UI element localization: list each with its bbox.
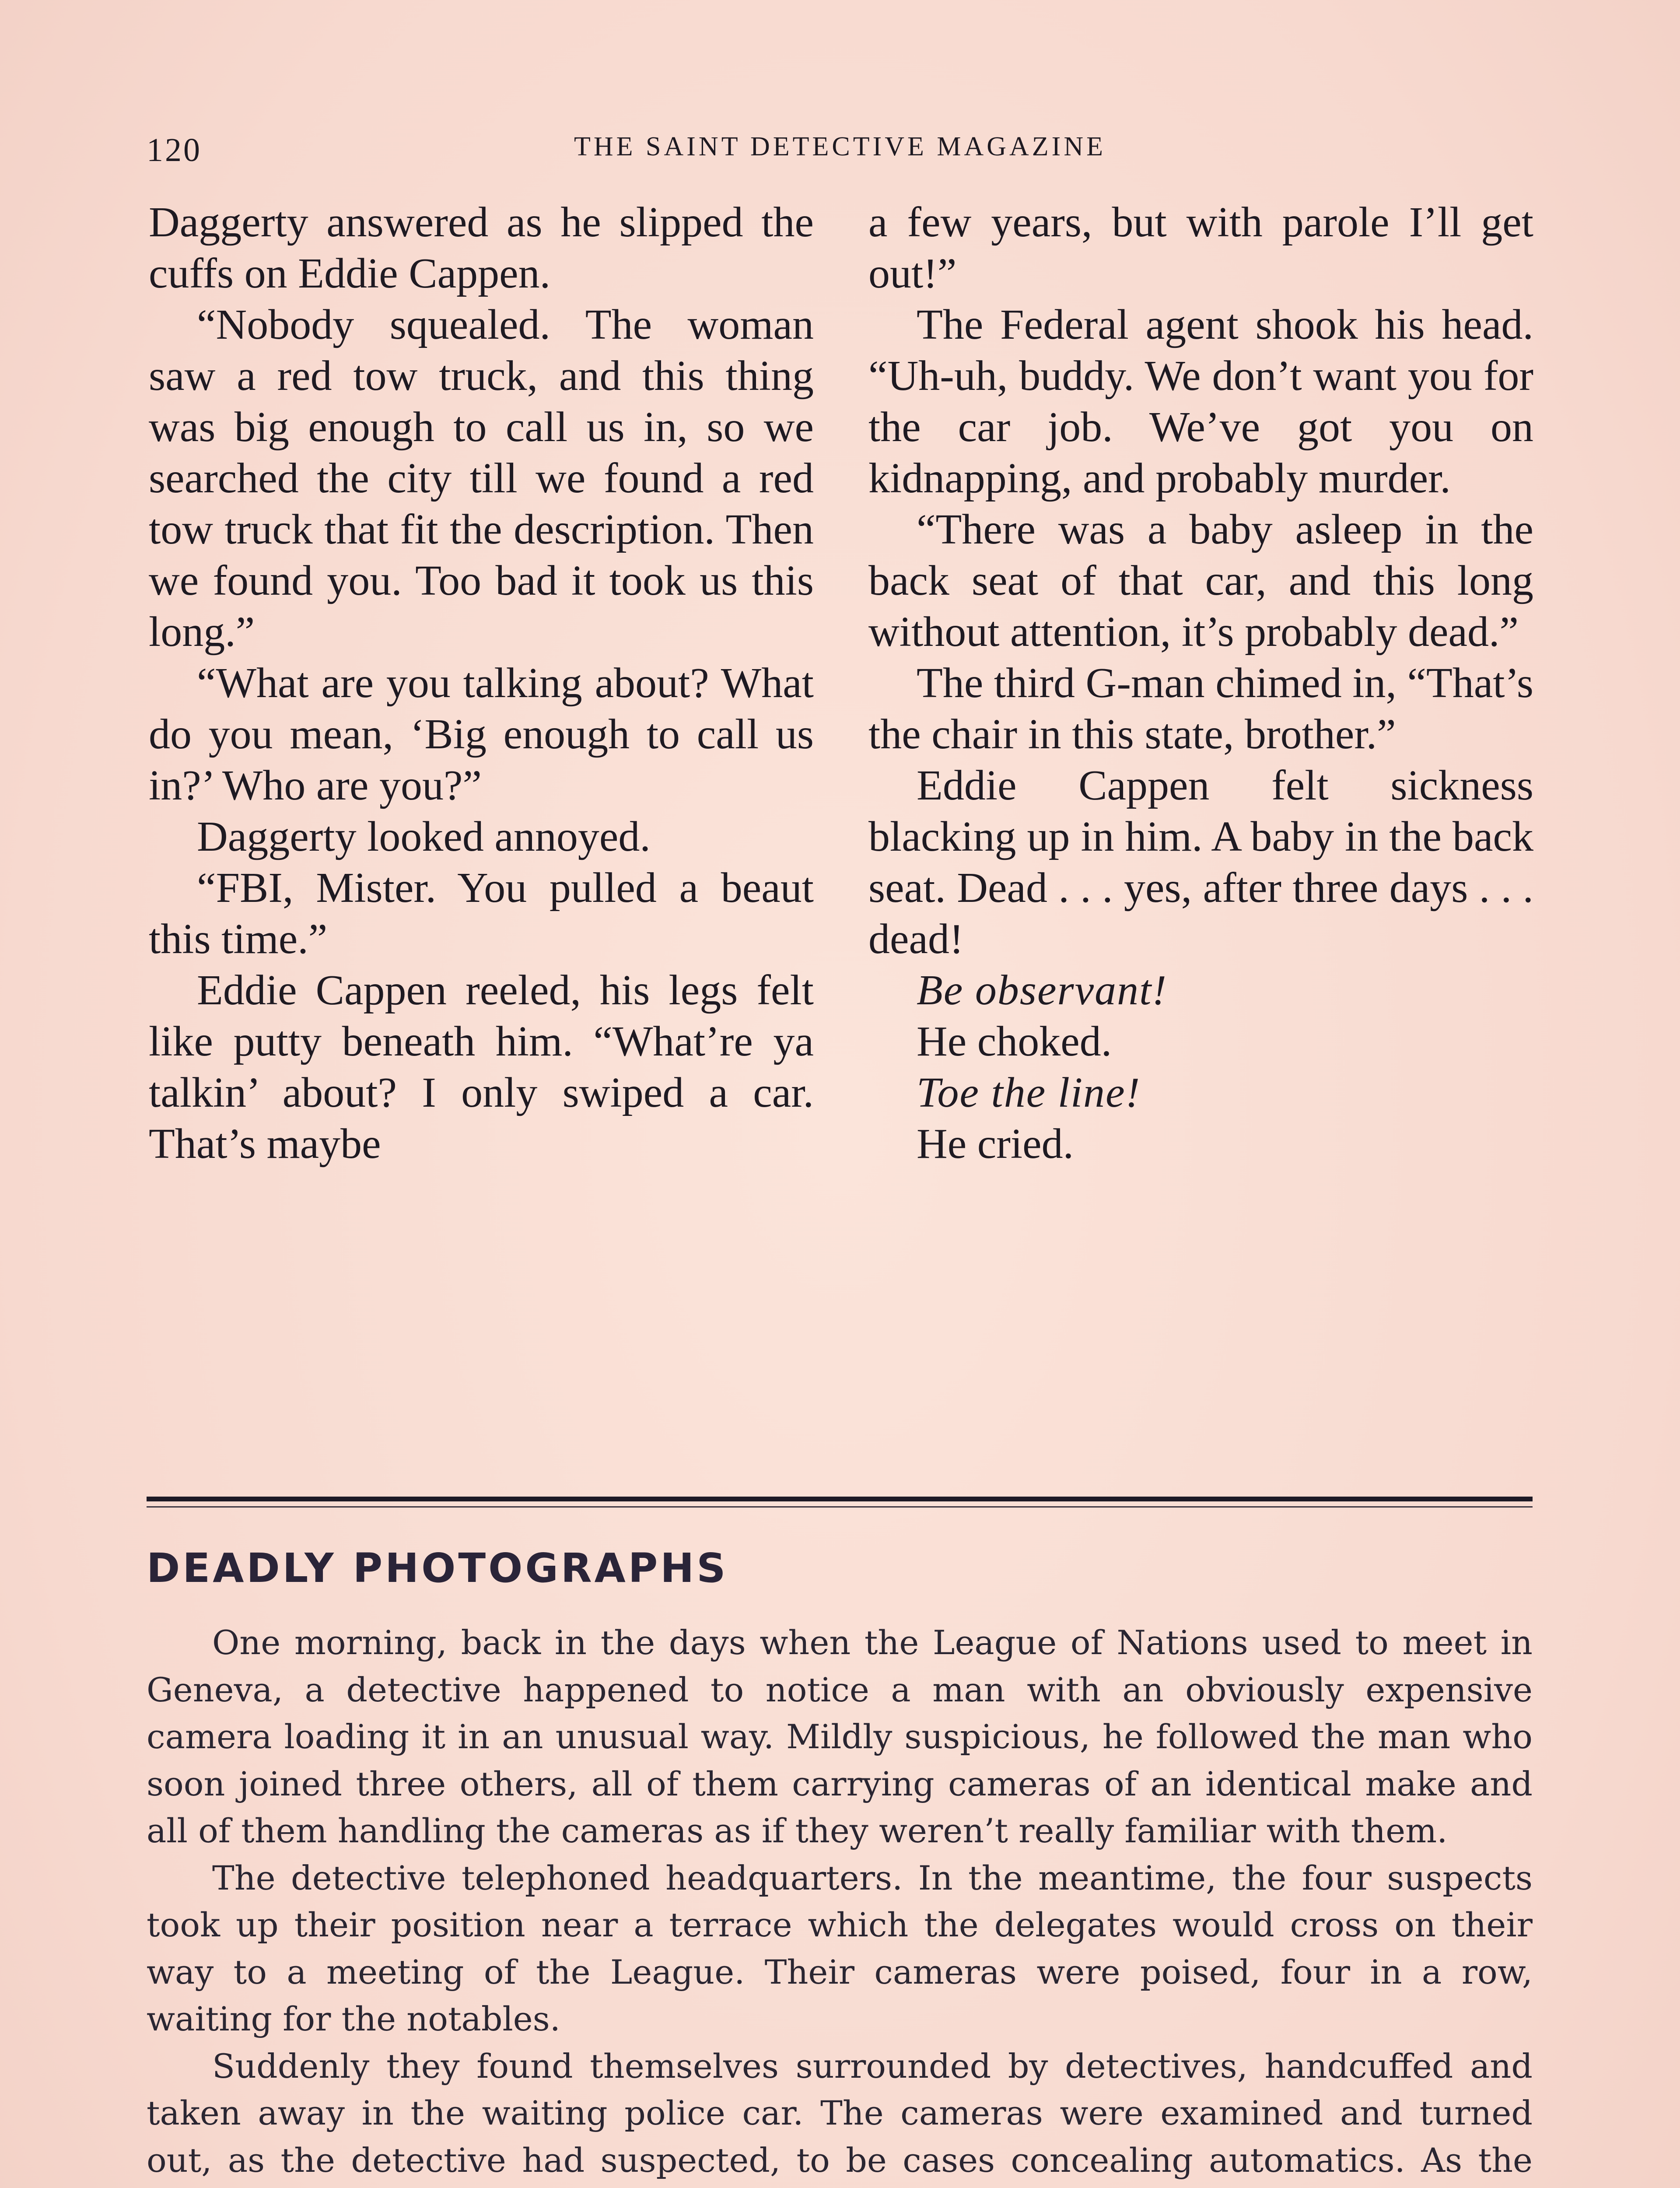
section-divider: [147, 1497, 1533, 1501]
story-paragraph: The Federal agent shook his head. “Uh-uh, buddy. We don’t want you for the car job. We’ve got you on kidnapping, and probably murder.: [868, 301, 1533, 502]
page-number: 120: [147, 132, 202, 168]
story-paragraph: Daggerty answered as he slipped the cuffs on Eddie Cappen.: [149, 199, 814, 297]
page-header: [147, 131, 1533, 179]
section-divider-thin: [147, 1506, 1533, 1508]
filler-paragraph: The detective telephoned headquarters. In the meantime, the four suspects took up their position near a terrace which the delegates would cross on their way to a meeting of the League. Their cameras were poised, four in a row, waiting for the notables.: [147, 1858, 1533, 2038]
story-italic-line: Be observant!: [917, 967, 1167, 1014]
story-left-column: [149, 197, 814, 1170]
story-paragraph: Daggerty looked annoyed.: [197, 813, 651, 860]
story-paragraph: “Nobody squealed. The woman saw a red tow truck, and this thing was big enough to call us in, so we searched the city till we found a red tow truck that fit the description. Then we found you. Too bad it took us this long.”: [149, 301, 814, 656]
story-paragraph: He cried.: [917, 1120, 1074, 1168]
running-title: THE SAINT DETECTIVE MAGAZINE: [574, 132, 1106, 161]
story-italic-line: Toe the line!: [917, 1069, 1141, 1116]
story-paragraph: a few years, but with parole I’ll get out!”: [868, 199, 1533, 297]
story-right-column: [868, 197, 1533, 1170]
story-paragraph: He choked.: [917, 1018, 1112, 1065]
story-paragraph: The third G-man chimed in, “That’s the chair in this state, brother.”: [868, 659, 1533, 758]
filler-heading: DEADLY PHOTOGRAPHS: [147, 1545, 728, 1592]
filler-paragraph: Suddenly they found themselves surrounded by detectives, handcuffed and taken away in the waiting police car. The cameras were examined and turned out, as the detective had suspected, to be cases concealing automatics. As the: [147, 2046, 1533, 2180]
filler-paragraph: One morning, back in the days when the League of Nations used to meet in Geneva, a detective happened to notice a man with an obviously expensive camera loading it in an unusual way. Mildly suspicious, he followed the man who soon joined three others, all of them carrying cameras of an identical make and all of them handling the cameras as if they weren’t really familiar with them.: [147, 1623, 1533, 1850]
story-paragraph: “What are you talking about? What do you mean, ‘Big enough to call us in?’ Who are you?”: [149, 659, 814, 809]
story-paragraph: Eddie Cappen felt sickness blacking up in him. A baby in the back seat. Dead . . . yes, after three days . . . dead!: [868, 762, 1533, 963]
filler-body: [147, 1619, 1533, 2188]
story-paragraph: “FBI, Mister. You pulled a beaut this time.”: [149, 864, 814, 963]
story-paragraph: Eddie Cappen reeled, his legs felt like putty beneath him. “What’re ya talkin’ about? I only swiped a car. That’s maybe: [149, 967, 814, 1168]
story-paragraph: “There was a baby asleep in the back seat of that car, and this long without attention, it’s probably dead.”: [868, 506, 1533, 656]
